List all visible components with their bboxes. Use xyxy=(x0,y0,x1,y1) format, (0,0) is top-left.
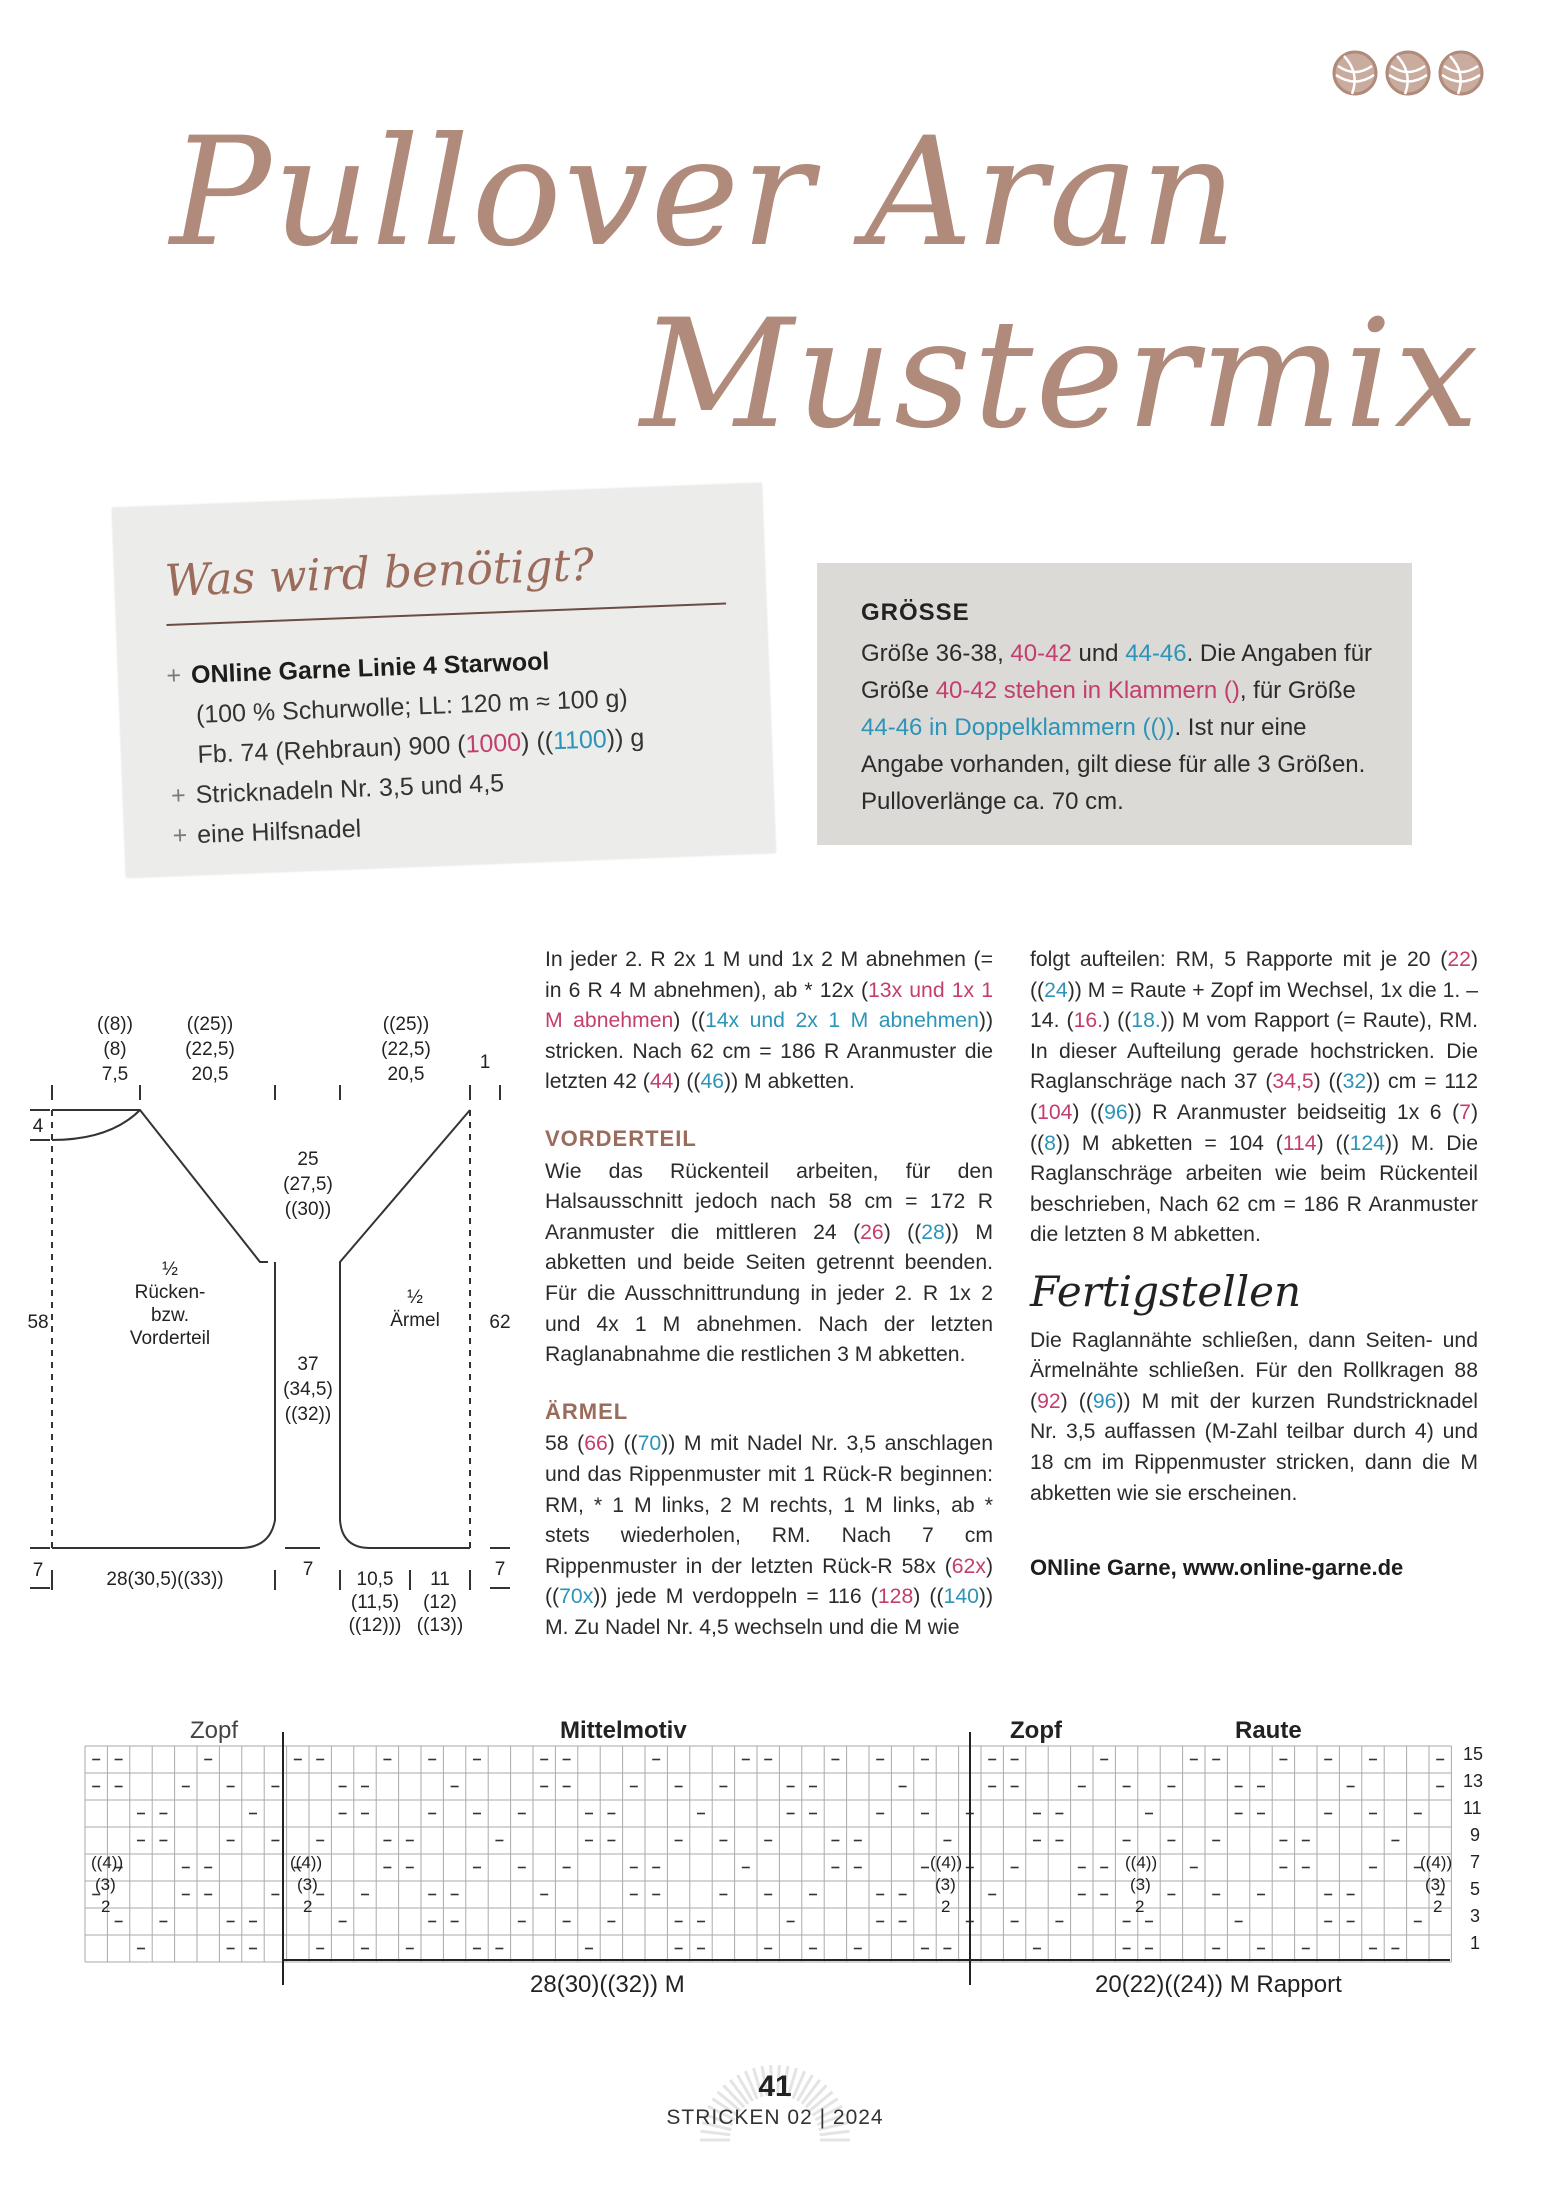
row-number: 5 xyxy=(1470,1879,1481,1899)
page-title-line2: Mustermix xyxy=(640,288,1481,462)
yarn-composition: (100 % Schurwolle; LL: 120 m ≈ 100 g) xyxy=(195,684,629,729)
side-label: (3) xyxy=(95,1875,116,1894)
size-l-text: 70 xyxy=(637,1432,662,1456)
knitting-chart xyxy=(85,1710,1495,1998)
size-m-text: 13x und 1x 1 M abnehmen xyxy=(545,978,993,1033)
text-run: )) M abketten und beide Seiten getrennt beenden. Für die Ausschnittrundung in jeder 2. R 1x 2 und 4x 1 M abnehmen. Nach der letzten Raglanabnahme die restlichen 3 M abketten. xyxy=(545,1220,993,1367)
paragraph xyxy=(545,1429,993,1643)
size-l-text: 28 xyxy=(921,1220,945,1244)
dim-text: (27,5) xyxy=(283,1174,333,1195)
text-run: )) jede M verdoppeln = 116 ( xyxy=(593,1585,878,1609)
text-run: ) (( xyxy=(1103,1009,1132,1033)
dim-text: ((13)) xyxy=(416,1615,464,1636)
size-l-text: 14x und 2x 1 M abnehmen xyxy=(704,1009,979,1033)
paragraph xyxy=(1030,945,1478,1251)
dim-text: 4 xyxy=(32,1116,44,1137)
dim-text: ((32)) xyxy=(284,1404,332,1425)
size-l-text: 46 xyxy=(700,1070,725,1094)
side-label: ((4)) xyxy=(1420,1853,1453,1872)
chart-bottom-right: 20(22)((24)) M Rapport xyxy=(1095,1971,1342,1998)
dim-text: 28(30,5)((33)) xyxy=(106,1569,224,1590)
yarn-color-sep: ) (( xyxy=(520,727,554,757)
row-number: 15 xyxy=(1463,1744,1484,1764)
dim-text: (8) xyxy=(103,1039,127,1060)
dim-text: 7 xyxy=(32,1560,44,1581)
yarn-color: Fb. 74 (Rehbraun) 900 ( xyxy=(197,730,467,769)
chart-label-zopf-1: Zopf xyxy=(190,1717,239,1744)
sleeve-label: Ärmel xyxy=(390,1310,440,1331)
side-label: ((4)) xyxy=(91,1853,124,1872)
side-label: ((4)) xyxy=(290,1853,323,1872)
sunburst-ray xyxy=(701,2131,731,2134)
text-run: )) M abketten. xyxy=(724,1070,855,1094)
size-card xyxy=(817,563,1412,845)
text-run: ) (( xyxy=(1030,948,1478,1002)
text-run: ) (( xyxy=(607,1432,638,1456)
yarn-balls-icon xyxy=(1330,48,1490,98)
side-label: ((4)) xyxy=(1125,1853,1158,1872)
body-label: ½ xyxy=(162,1259,178,1280)
size-m-text: 44 xyxy=(649,1070,674,1094)
dim-text: 25 xyxy=(297,1149,319,1170)
text-run: )) M = Raute + Zopf im Wechsel, 1x die 1. – 14. ( xyxy=(1030,978,1478,1033)
dim-text: 10,5 xyxy=(356,1569,394,1590)
text-run: ) (( xyxy=(545,1554,993,1609)
plus-icon: + xyxy=(170,781,187,810)
size-l-text: 18. xyxy=(1131,1009,1161,1033)
yarn-color-end: )) g xyxy=(606,723,645,754)
text-run: )) stricken. Nach 62 cm = 186 R Aranmuster die letzten 42 ( xyxy=(545,1009,994,1094)
size-l-text: 96 xyxy=(1092,1389,1117,1413)
chart-label-raute: Raute xyxy=(1235,1717,1302,1744)
size-m-text: 128 xyxy=(877,1585,914,1609)
magazine-issue: STRICKEN 02 | 2024 xyxy=(666,2106,884,2129)
text-run: )) R Aranmuster beidseitig 1x 6 ( xyxy=(1127,1100,1460,1124)
section-heading-aermel: ÄRMEL xyxy=(545,1398,629,1424)
size-m-value: 1000 xyxy=(465,728,522,759)
side-label: 2 xyxy=(941,1897,951,1916)
text-run: )) M mit der kurzen Rundstricknadel Nr. 3,5 auffassen (M-Zahl teilbar durch 4) und 18 cm im Rippenmuster stricken, dann die M abketten wie sie erscheinen. xyxy=(1030,1389,1478,1505)
text-run: folgt aufteilen: RM, 5 Rapporte mit je 20 ( xyxy=(1030,948,1448,971)
size-l-value: 1100 xyxy=(552,725,608,756)
text-run: Die Raglannähte schließen, dann Seiten- und Ärmelnähte schließen. Für den Rollkragen 88 ( xyxy=(1030,1328,1478,1413)
size-m-text: 114 xyxy=(1282,1131,1317,1155)
needles: Stricknadeln Nr. 3,5 und 4,5 xyxy=(195,769,505,809)
body-label: bzw. xyxy=(150,1305,190,1326)
size-m-text: 66 xyxy=(584,1432,608,1456)
dim-text: 7 xyxy=(302,1559,314,1580)
dim-text: 20,5 xyxy=(191,1064,229,1085)
size-l-text: 140 xyxy=(943,1585,979,1609)
materials-list xyxy=(166,638,648,856)
size-heading: GRÖSSE xyxy=(861,599,970,626)
text-column-1 xyxy=(545,945,993,1669)
text-run: )) M. Die Raglanschräge arbeiten wie beim Rückenteil beschrieben, Nach 62 cm = 186 R Aranmuster die letzten 8 M abketten. xyxy=(1030,1131,1478,1247)
size-m-text: 7 xyxy=(1459,1100,1471,1124)
section-heading-vorderteil: VORDERTEIL xyxy=(545,1125,697,1151)
dim-text: 37 xyxy=(297,1354,319,1375)
side-label: 2 xyxy=(303,1897,313,1916)
materials-card xyxy=(112,483,776,878)
text-run: )) cm = 112 ( xyxy=(1030,1070,1478,1124)
size-text-part: Größe 36-38, xyxy=(861,640,1011,667)
size-m-text: 92 xyxy=(1037,1389,1061,1413)
dim-text: ((30)) xyxy=(284,1199,332,1220)
size-l-text: 96 xyxy=(1104,1100,1128,1124)
chart-row-numbers xyxy=(1463,1744,1483,1953)
body-label: Vorderteil xyxy=(129,1328,211,1349)
dim-text: 1 xyxy=(479,1052,491,1073)
text-run: )) M. Zu Nadel Nr. 4,5 wechseln und die M wie xyxy=(545,1585,994,1639)
size-l: 44-46 xyxy=(1125,640,1187,667)
size-text-part: . Die Angaben für Größe xyxy=(861,640,1373,704)
text-run: ) (( xyxy=(883,1220,922,1244)
side-label: ((4)) xyxy=(930,1853,963,1872)
dim-text: (11,5) xyxy=(350,1592,400,1613)
paragraph xyxy=(1030,1326,1478,1510)
size-text-part: und xyxy=(1071,640,1126,667)
size-m-text: 26 xyxy=(860,1220,884,1244)
dim-text: (34,5) xyxy=(283,1379,333,1400)
text-run: ) (( xyxy=(673,1070,701,1094)
size-text-part: . Ist nur eine Angabe vorhanden, gilt diese für alle 3 Größen. Pulloverlänge ca. 70 cm. xyxy=(861,714,1366,815)
text-run: )) M mit Nadel Nr. 3,5 anschlagen und das Rippenmuster mit 1 Rück-R beginnen: RM, * 1 M links, 2 M rechts, 1 M links, ab * stets wiederholen, RM. Nach 7 cm Rippenmuster in der letzten Rück-R 58x ( xyxy=(545,1432,993,1578)
dim-text: 20,5 xyxy=(387,1064,425,1085)
dim-text: ((25)) xyxy=(186,1014,234,1035)
page-number: 41 xyxy=(758,2070,792,2103)
yarn-name: ONline Garne Linie 4 Starwool xyxy=(190,647,550,690)
text-run: In jeder 2. R 2x 1 M und 1x 2 M abnehmen (= in 6 R 4 M abnehmen), ab * 12x ( xyxy=(545,948,993,1002)
aux-needle: eine Hilfsnadel xyxy=(196,814,362,849)
page-footer xyxy=(0,2070,1550,2130)
page-title-line1: Pullover Aran xyxy=(170,106,1239,280)
size-text xyxy=(861,635,1391,820)
dim-text: 7,5 xyxy=(101,1064,129,1085)
sunburst-ray xyxy=(820,2131,850,2134)
side-label: 2 xyxy=(101,1897,111,1916)
dim-text: ((8)) xyxy=(97,1014,133,1035)
dim-text: 11 xyxy=(430,1569,450,1590)
size-m-note: 40-42 stehen in Klammern () xyxy=(935,677,1240,704)
dim-text: 62 xyxy=(489,1312,511,1333)
size-m-text: 22 xyxy=(1447,948,1471,971)
text-run: 58 ( xyxy=(545,1432,585,1456)
body-label: Rücken- xyxy=(134,1282,206,1303)
text-run: )) M vom Rapport (= Raute), RM. In dieser Aufteilung gerade hochstricken. Die Raglanschräge nach 37 ( xyxy=(1030,1009,1478,1094)
dim-text: (22,5) xyxy=(381,1039,431,1060)
size-m-text: 62x xyxy=(951,1554,986,1578)
plus-icon: + xyxy=(172,821,188,850)
size-text-part: , für Größe xyxy=(1239,677,1356,704)
chart-label-mittelmotiv: Mittelmotiv xyxy=(560,1717,687,1744)
side-label: (3) xyxy=(297,1875,318,1894)
text-run: ) (( xyxy=(1072,1100,1105,1124)
size-l-text: 32 xyxy=(1342,1070,1367,1094)
materials-rule xyxy=(166,602,726,625)
dim-text: 58 xyxy=(27,1312,49,1333)
side-label: 2 xyxy=(1433,1897,1443,1916)
text-run: ) (( xyxy=(1316,1131,1350,1155)
side-label: (3) xyxy=(935,1875,956,1894)
size-l-note: 44-46 in Doppelklammern (()) xyxy=(861,714,1175,741)
dim-text: 7 xyxy=(494,1559,506,1580)
text-column-2 xyxy=(1030,945,1478,1584)
credit-line: ONline Garne, www.online-garne.de xyxy=(1030,1555,1404,1581)
chart-side-labels xyxy=(91,1853,1452,1916)
row-number: 11 xyxy=(1463,1798,1482,1818)
garment-schematic xyxy=(27,1000,550,1636)
size-m-text: 104 xyxy=(1037,1100,1073,1124)
size-l-text: 70x xyxy=(559,1585,594,1609)
row-number: 9 xyxy=(1470,1825,1481,1845)
row-number: 1 xyxy=(1470,1933,1481,1953)
side-label: (3) xyxy=(1130,1875,1151,1894)
plus-icon: + xyxy=(165,661,182,691)
text-run: ) (( xyxy=(1060,1389,1093,1413)
sleeve-label: ½ xyxy=(407,1287,423,1308)
side-label: (3) xyxy=(1425,1875,1446,1894)
text-run: Wie das Rückenteil arbeiten, für den Halsausschnitt jedoch nach 58 cm = 172 R Aranmuster die mittleren 24 ( xyxy=(545,1159,993,1244)
text-run: ) (( xyxy=(913,1585,944,1609)
text-run: ) (( xyxy=(1313,1070,1343,1094)
paragraph xyxy=(545,1157,993,1371)
chart-label-zopf-2: Zopf xyxy=(1010,1717,1062,1744)
section-heading-fertigstellen: Fertigstellen xyxy=(1030,1266,1302,1316)
dim-text: ((12))) xyxy=(348,1615,402,1636)
paragraph xyxy=(545,945,993,1098)
text-run: ) (( xyxy=(1030,1100,1478,1155)
side-label: 2 xyxy=(1135,1897,1145,1916)
size-l-text: 8 xyxy=(1044,1131,1056,1155)
size-m: 40-42 xyxy=(1010,640,1072,667)
dim-text: ((25)) xyxy=(382,1014,430,1035)
dim-text: (22,5) xyxy=(185,1039,235,1060)
materials-heading: Was wird benötigt? xyxy=(163,539,595,608)
text-run: )) M abketten = 104 ( xyxy=(1055,1131,1283,1155)
row-number: 7 xyxy=(1470,1852,1481,1872)
dim-text: (12) xyxy=(423,1592,457,1613)
size-m-text: 16. xyxy=(1073,1009,1104,1033)
chart-bottom-left: 28(30)((32)) M xyxy=(530,1971,685,1998)
size-l-text: 24 xyxy=(1044,978,1068,1002)
size-l-text: 124 xyxy=(1349,1131,1385,1155)
row-number: 13 xyxy=(1463,1771,1484,1791)
text-run: ) (( xyxy=(673,1009,705,1033)
row-number: 3 xyxy=(1470,1906,1481,1926)
size-m-text: 34,5 xyxy=(1272,1070,1314,1094)
